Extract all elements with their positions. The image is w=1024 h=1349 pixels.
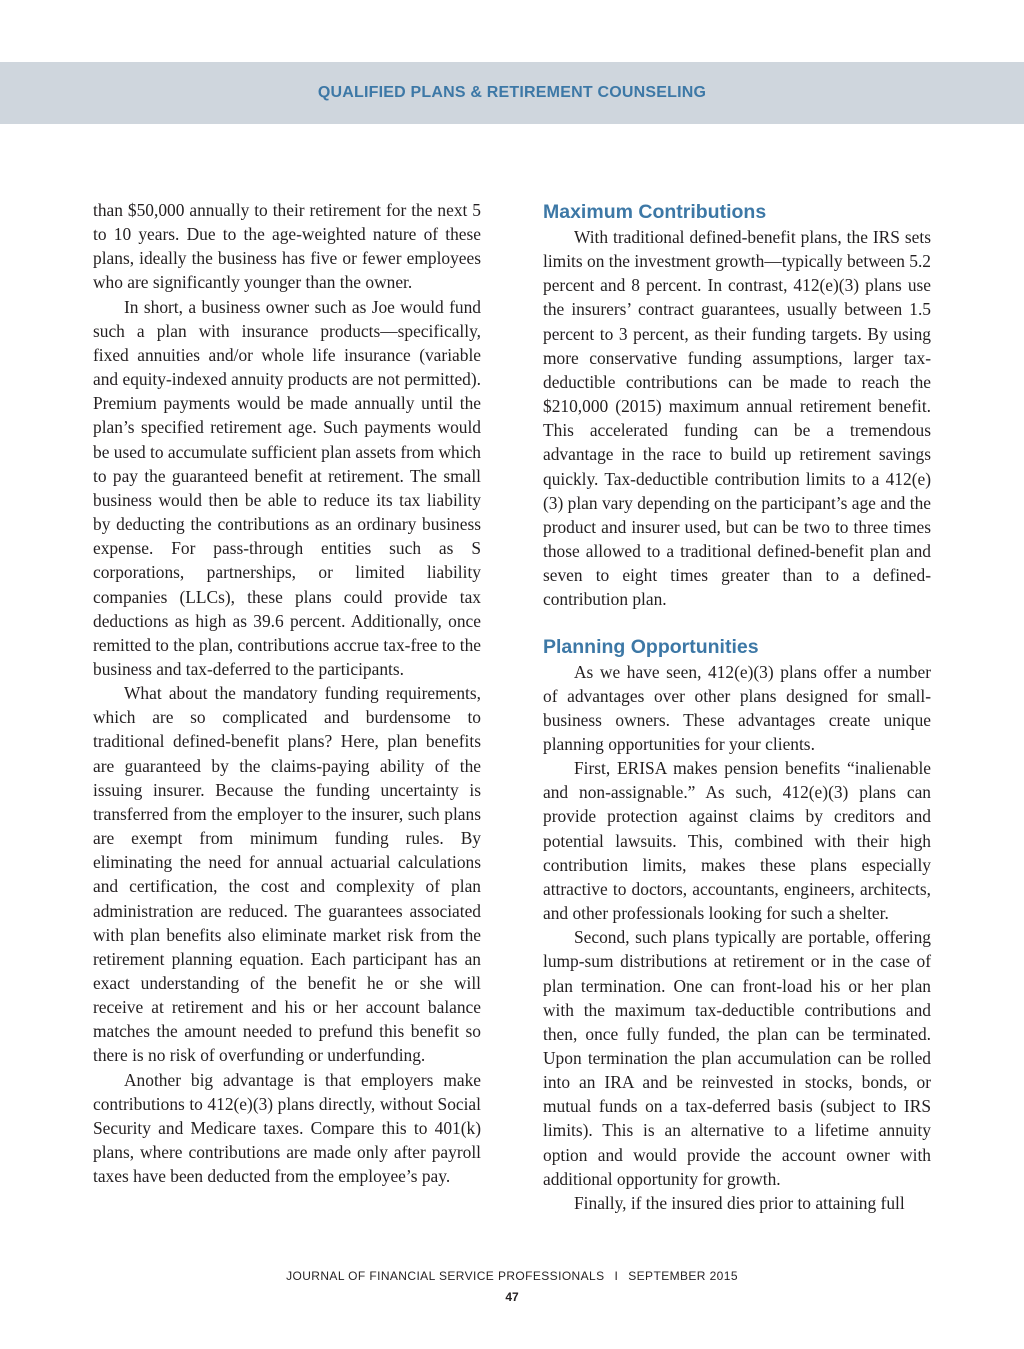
body-paragraph: Second, such plans typically are portable, offering lump-sum distributions at retirement or in the case of plan termination. One can front-load his or her plan with the maximum tax-deductible contributions and then, once fully funded, the plan can be terminated. Upon termination the plan accumulation can be rolled into an IRA and be reinvested in stocks, bonds, or mutual funds on a tax-deferred basis (subject to IRS limits). This is an alternative to a lifetime annuity option and would provide the account owner with additional opportunity for growth. [543, 927, 931, 1189]
body-paragraph: First, ERISA makes pension benefits “inalienable and non-assignable.” As such, 412(e)(3) plans can provide protection against claims by creditors and potential lawsuits. This, combined with their high contribution limits, makes these plans especially attractive to doctors, accountants, engineers, architects, and other professionals looking for such a shelter. [543, 758, 931, 924]
page-footer [0, 1269, 1024, 1283]
body-paragraph: As we have seen, 412(e)(3) plans offer a number of advantages over other plans designed for small-business owners. These advantages create unique planning opportunities for your clients. [543, 661, 931, 754]
body-paragraph: than $50,000 annually to their retirement for the next 5 to 10 years. Due to the age-weighted nature of these plans, ideally the business has five or fewer employees who are significantly younger than the owner. [93, 200, 481, 293]
section-banner [0, 62, 1024, 124]
right-column [543, 199, 931, 1215]
section-title: QUALIFIED PLANS & RETIREMENT COUNSELING [317, 84, 707, 101]
body-paragraph: Another big advantage is that employers make contributions to 412(e)(3) plans directly, without Social Security and Medicare taxes. Compare this to 401(k) plans, where contributions are made only after payroll taxes have been deducted from the employee’s pay. [93, 1069, 481, 1187]
body-paragraph: Finally, if the insured dies prior to attaining full [574, 1192, 905, 1213]
body-paragraph: What about the mandatory funding requirements, which are so complicated and burdensome to traditional defined-benefit plans? Here, plan benefits are guaranteed by the claims-paying ability of the issuing insurer. Because the funding uncertainty is transferred from the employer to the insurer, such plans are exempt from minimum funding rules. By eliminating the need for annual actuarial calculations and certification, the cost and complexity of plan administration are reduced. The guarantees associated with plan benefits also eliminate market risk from the retirement planning equation. Each participant has an exact understanding of the benefit he or she will receive at retirement and his or her account balance matches the amount needed to prefund this benefit so there is no risk of overfunding or underfunding. [93, 683, 481, 1066]
issue-date: SEPTEMBER 2015 [628, 1269, 738, 1283]
journal-name: JOURNAL OF FINANCIAL SERVICE PROFESSIONALS [286, 1269, 605, 1283]
left-column [93, 198, 481, 1188]
body-paragraph: With traditional defined-benefit plans, the IRS sets limits on the investment growth—typically between 5.2 percent and 8 percent. In contrast, 412(e)(3) plans use the insurers’ contract guarantees, usually between 1.5 percent to 3 percent, as their funding targets. By using more conservative funding assumptions, larger tax-deductible contributions can be made to reach the $210,000 (2015) maximum annual retirement benefit. This accelerated funding can be a tremendous advantage in the race to build up retirement savings quickly. Tax-deductible contribution limits to a 412(e)(3) plan vary depending on the participant’s age and the product and insurer used, but can be two to three times those allowed to a traditional defined-benefit plan and seven to eight times greater than to a defined-contribution plan. [543, 227, 931, 610]
page-number: 47 [505, 1290, 519, 1304]
heading-planning-opportunities: Planning Opportunities [543, 635, 759, 658]
footer-separator: I [614, 1269, 619, 1283]
body-paragraph: In short, a business owner such as Joe would fund such a plan with insurance products—specifically, fixed annuities and/or whole life insurance (variable and equity-indexed annuity products are not permitted). Premium payments would be made annually until the plan’s specified retirement age. Such payments would be used to accumulate sufficient plan assets from which to pay the guaranteed benefit at retirement. The small business would then be able to reduce its tax liability by deducting the contributions as an ordinary business expense. For pass-through entities such as S corporations, partnerships, or limited liability companies (LLCs), these plans could provide tax deductions as high as 39.6 percent. Additionally, once remitted to the plan, contributions accrue tax-free to the business and tax-deferred to the participants. [93, 296, 481, 679]
heading-maximum-contributions: Maximum Contributions [543, 201, 767, 223]
